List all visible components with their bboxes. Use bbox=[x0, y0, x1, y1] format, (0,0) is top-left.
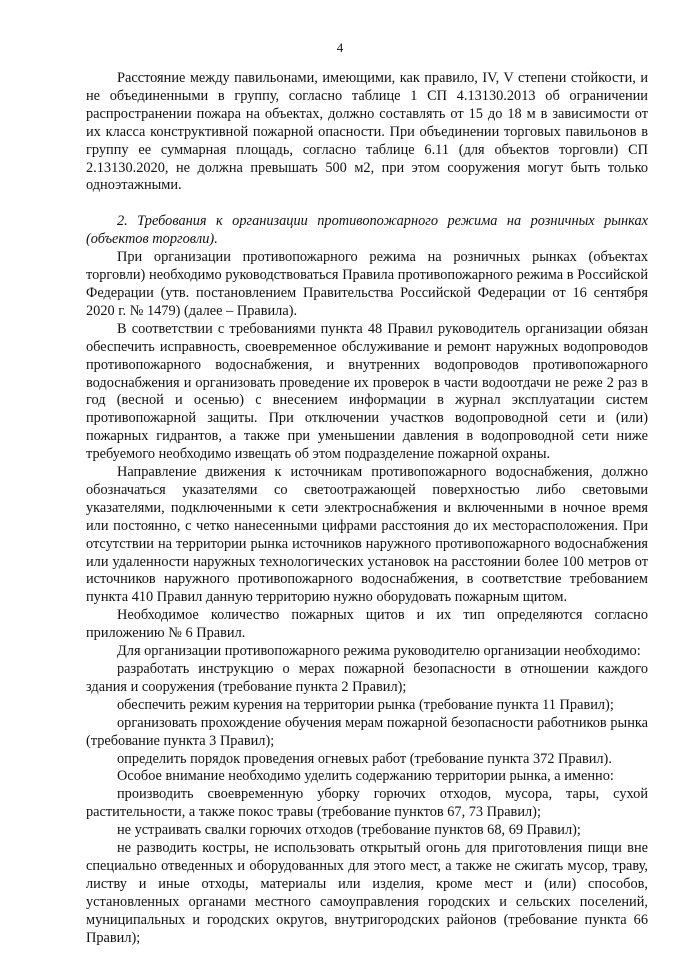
paragraph-direction-signs: Направление движения к источникам противопожарного водоснабжения, должно обозначаться указателями со светоотражающей поверхностью либо световыми указателями, подключенными к сети электроснабжения и включенными в ночное время или постоянно, с четко нанесенными цифрами расстояния до их месторасположения. При отсутствии на территории рынка источников наружного противопожарного водоснабжения или удаленности наружных технологических установок на расстоянии более 100 метров от источников наружного противопожарного водоснабжения, в соответствие требованием пункта 410 Правил данную территорию нужно оборудовать пожарным щитом. bbox=[86, 464, 648, 606]
list-item-instruction: разработать инструкцию о мерах пожарной безопасности в отношении каждого здания и сооружения (требование пункта 2 Правил); bbox=[86, 661, 648, 695]
page-number: 4 bbox=[336, 40, 344, 55]
section-heading-2: 2. Требования к организации противопожарного режима на розничных рынках (объектов торговли). bbox=[86, 213, 648, 248]
paragraph-territory-intro: Особое внимание необходимо уделить содержанию территории рынка, а именно: bbox=[117, 768, 614, 785]
paragraph-rules-reference: При организации противопожарного режима на розничных рынках (объектах торговли) необходимо руководствоваться Правила противопожарного режима в Российской Федерации (утв. постановлением Правительства Российской Федерации от 16 сентября 2020 г. № 1479) (далее – Правила). bbox=[86, 249, 648, 319]
list-item-cleaning: производить своевременную уборку горючих отходов, мусора, тары, сухой растительности, а также покос травы (требование пунктов 67, 73 Правил); bbox=[86, 786, 648, 821]
paragraph-water-supply: В соответствии с требованиями пункта 48 Правил руководитель организации обязан обеспечить исправность, своевременное обслуживание и ремонт наружных водопроводов противопожарного водоснабжения, и внутренних водопроводов противопожарного водоснабжения и организовать проведение их проверок в части водоотдачи не реже 2 раз в год (весной и осенью) с внесением информации в журнал эксплуатации систем противопожарной защиты. При отключении участков водопроводной сети и (или) пожарных гидрантов, а также при уменьшении давления в водопроводной сети ниже требуемого необходимо извещать об этом подразделение пожарной охраны. bbox=[86, 320, 648, 463]
list-item-smoking: обеспечить режим курения на территории рынка (требование пункта 11 Правил); bbox=[117, 696, 614, 713]
list-item-hot-works: определить порядок проведения огневых работ (требование пункта 372 Правил). bbox=[117, 750, 612, 767]
paragraph-pavilion-distance: Расстояние между павильонами, имеющими, как правило, IV, V степени стойкости, и не объединенными в группу, согласно таблице 1 СП 4.13130.2013 об ограничении распространении пожара на объектах, должно составлять от 15 до 18 м в зависимости от их класса конструктивной пожарной опасности. При объединении торговых павильонов в группу ее суммарная площадь, согласно таблице 6.11 (для объектов торговли) СП 2.13130.2020, не должна превышать 500 м2, при этом сооружения могут быть только одноэтажными. bbox=[86, 70, 648, 194]
document-body bbox=[86, 70, 648, 948]
list-item-no-dumps: не устраивать свалки горючих отходов (требование пунктов 68, 69 Правил); bbox=[117, 822, 581, 839]
list-item-no-fires: не разводить костры, не использовать открытый огонь для приготовления пищи вне специально отведенных и оборудованных для этого мест, а также не сжигать мусор, траву, листву и иные отходы, материалы или изделия, кроме мест и (или) способов, установленных органами местного самоуправления городских и сельских поселений, муниципальных и городских округов, внутригородских районов (требование пункта 66 Правил); bbox=[86, 840, 648, 946]
paragraph-manager-duties-intro: Для организации противопожарного режима руководителю организации необходимо: bbox=[117, 643, 641, 660]
list-item-training: организовать прохождение обучения мерам пожарной безопасности работников рынка (требование пункта 3 Правил); bbox=[86, 714, 648, 749]
paragraph-fire-boards: Необходимое количество пожарных щитов и их тип определяются согласно приложению № 6 Правил. bbox=[86, 607, 648, 642]
